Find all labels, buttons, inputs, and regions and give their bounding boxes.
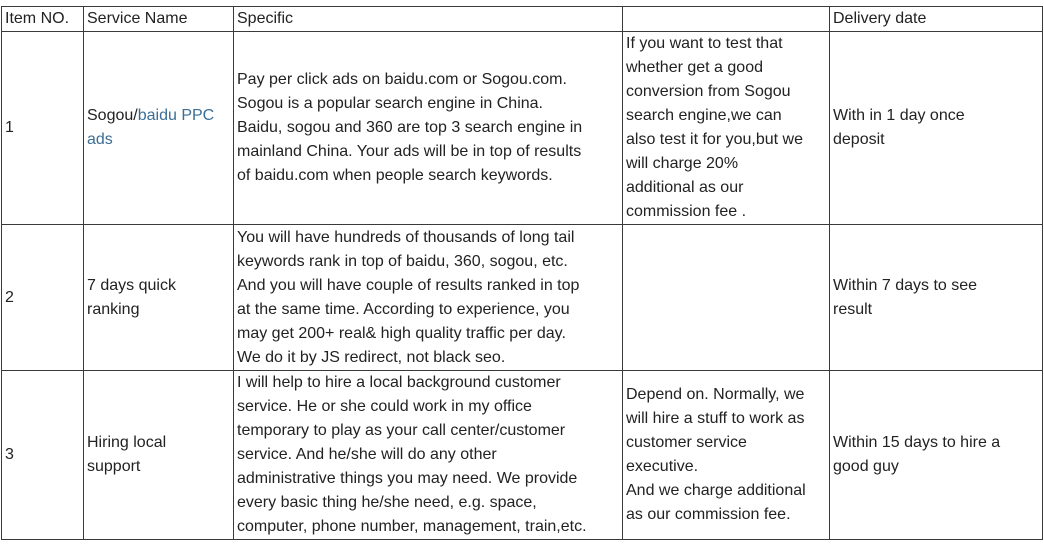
note-text: Depend on. Normally, we will hire a stuff to work as customer service executive. And we charge additional as our commission fee. — [623, 371, 830, 540]
delivery-date: With in 1 day once deposit — [830, 32, 1043, 225]
header-specific: Specific — [234, 7, 623, 32]
service-name: 7 days quick ranking — [84, 225, 234, 371]
delivery-date: Within 15 days to hire a good guy — [830, 371, 1043, 540]
baidu-ppc-link[interactable]: baidu PPC ads — [87, 107, 215, 148]
header-blank — [623, 7, 830, 32]
item-number: 3 — [2, 371, 84, 540]
table-row — [2, 225, 1043, 371]
service-name — [84, 32, 234, 225]
specific-text: You will have hundreds of thousands of long tail keywords rank in top of baidu, 360, sogou, etc. And you will have couple of results ranked in top at the same time. According to experience, you may get 200+ real& high quality traffic per day. We do it by JS redirect, not black seo. — [234, 225, 623, 371]
table-row — [2, 371, 1043, 540]
header-item-no: Item NO. — [2, 7, 84, 32]
note-text: If you want to test that whether get a good conversion from Sogou search engine,we can also test it for you,but we will charge 20% additional as our commission fee . — [623, 32, 830, 225]
service-name-text: Sogou/ — [87, 107, 138, 124]
delivery-date: Within 7 days to see result — [830, 225, 1043, 371]
table-row — [2, 32, 1043, 225]
note-text — [623, 225, 830, 371]
specific-text: Pay per click ads on baidu.com or Sogou.com. Sogou is a popular search engine in China. Baidu, sogou and 360 are top 3 search engine in mainland China. Your ads will be in top of results of baidu.com when people search keywords. — [234, 32, 623, 225]
specific-text: I will help to hire a local background customer service. He or she could work in my office temporary to play as your call center/customer service. And he/she will do any other administrative things you may need. We provide every basic thing he/she need, e.g. space, computer, phone number, management, train,etc. — [234, 371, 623, 540]
header-row — [2, 7, 1043, 32]
header-service-name: Service Name — [84, 7, 234, 32]
services-table — [1, 6, 1043, 540]
item-number: 1 — [2, 32, 84, 225]
service-name: Hiring local support — [84, 371, 234, 540]
header-delivery-date: Delivery date — [830, 7, 1043, 32]
item-number: 2 — [2, 225, 84, 371]
